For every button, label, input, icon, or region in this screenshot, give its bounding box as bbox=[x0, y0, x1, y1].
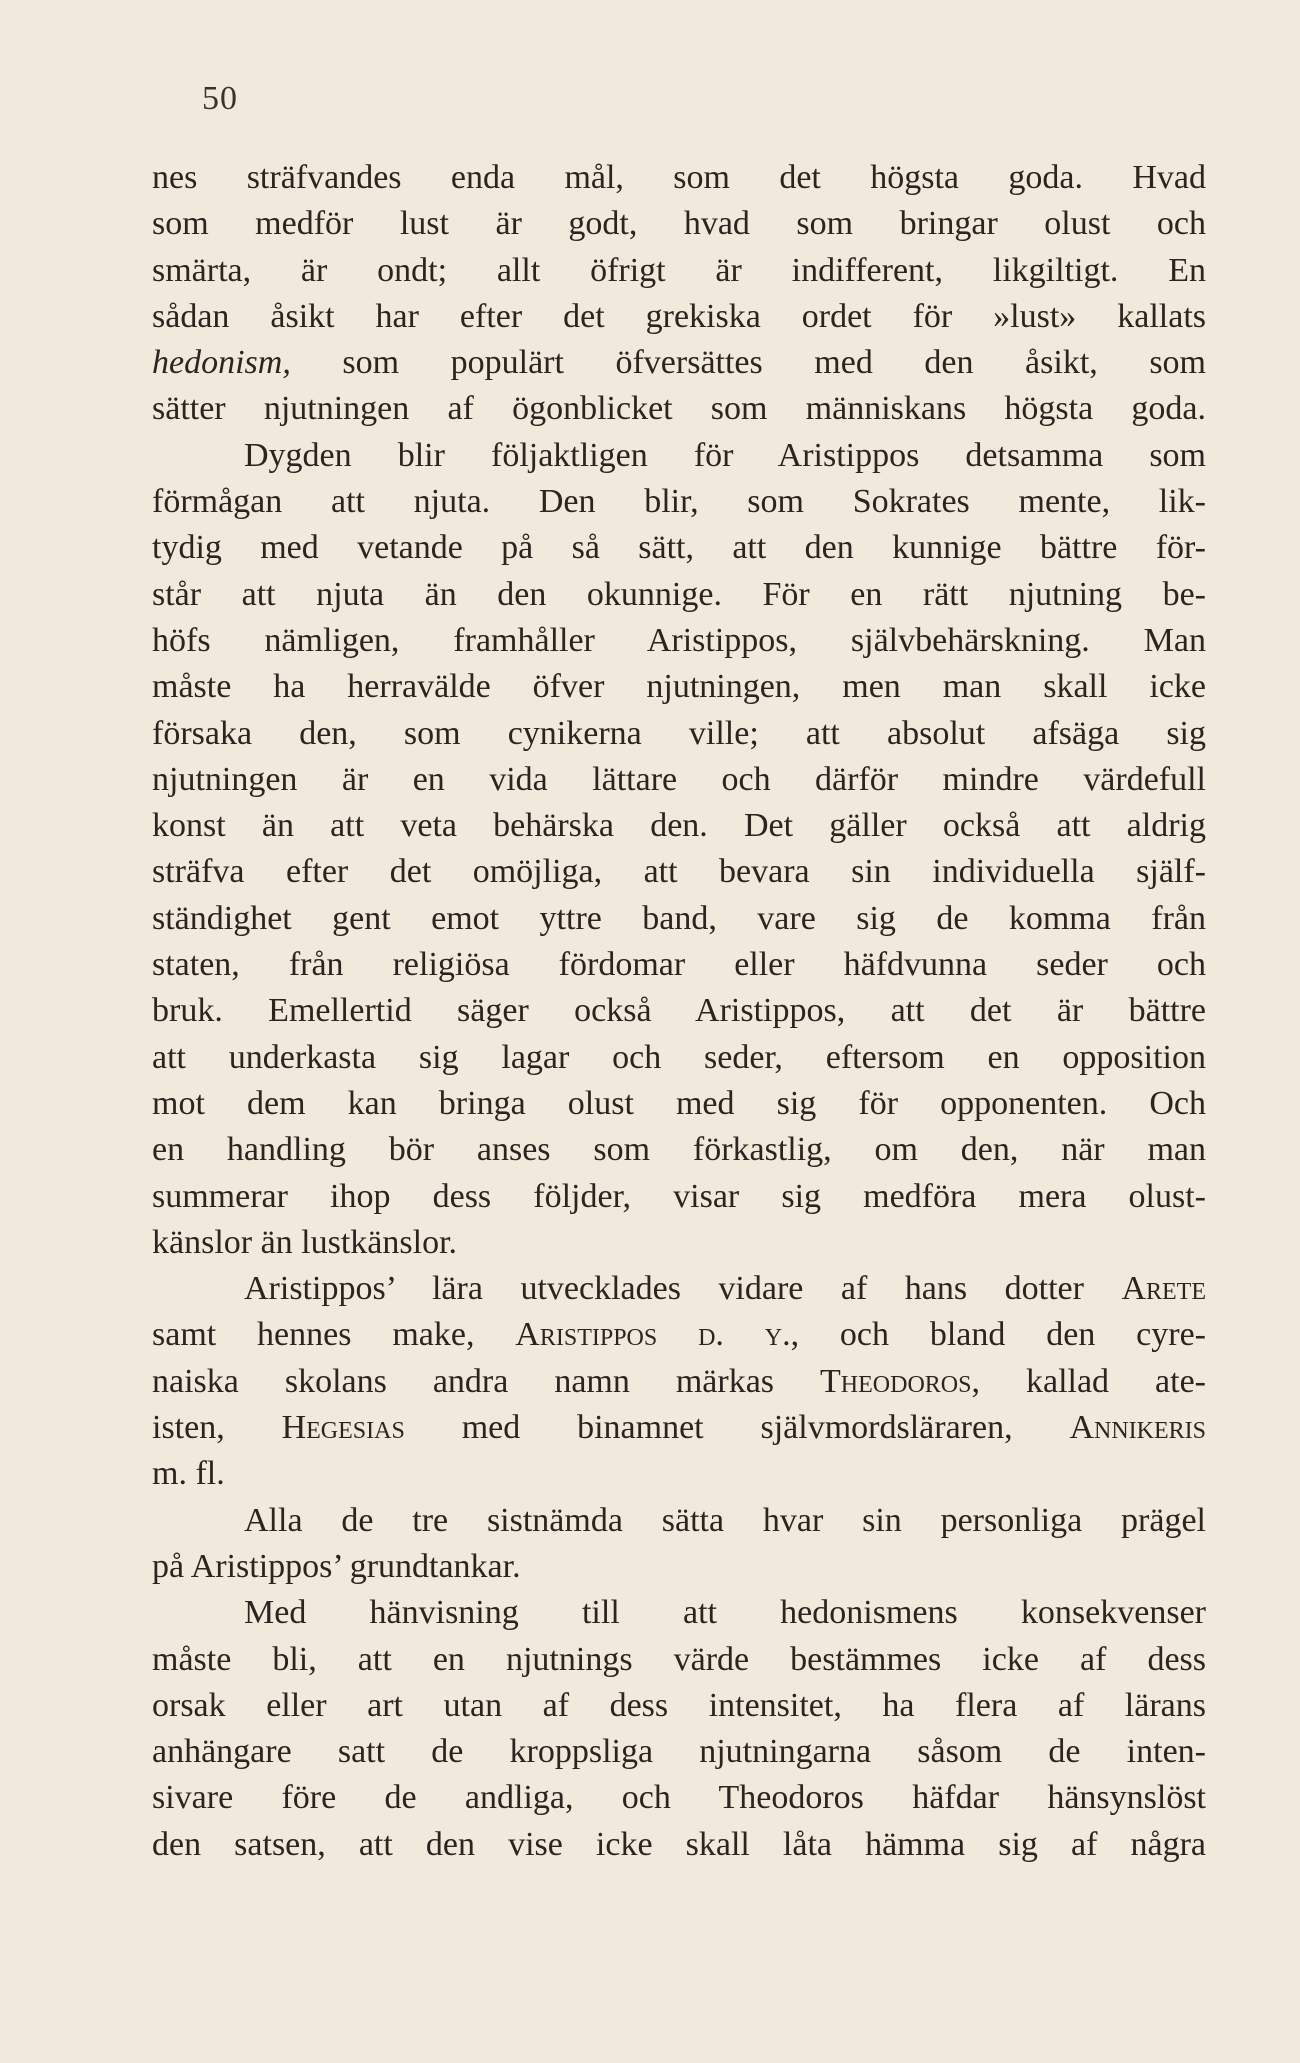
text-run: som populärt öfversättes med den åsikt, som bbox=[290, 344, 1206, 382]
text-run: orsak eller art utan af dess intensitet, ha flera af lärans bbox=[152, 1686, 1206, 1724]
text-run: den satsen, att den vise icke skall låta hämma sig af några bbox=[152, 1825, 1206, 1863]
text-line bbox=[152, 433, 1206, 479]
text-line bbox=[152, 664, 1206, 710]
text-run: ständighet gent emot yttre band, vare sig de komma från bbox=[152, 899, 1206, 937]
text-line bbox=[152, 1637, 1206, 1683]
text-run: bruk. Emellertid säger också Aristippos, att det är bättre bbox=[152, 992, 1206, 1030]
text-line bbox=[152, 896, 1206, 942]
body-text bbox=[152, 155, 1206, 1868]
text-line bbox=[152, 1312, 1206, 1358]
text-run: står att njuta än den okunnige. För en rätt njutning be- bbox=[152, 575, 1206, 613]
text-line bbox=[152, 155, 1206, 201]
text-line bbox=[152, 1266, 1206, 1312]
text-line bbox=[152, 1590, 1206, 1636]
text-run: med binamnet självmordsläraren, bbox=[404, 1409, 1070, 1447]
paragraph bbox=[152, 1266, 1206, 1497]
text-run: , och bland den cyre- bbox=[790, 1316, 1206, 1354]
text-line bbox=[152, 1035, 1206, 1081]
text-run: smärta, är ondt; allt öfrigt är indifferent, likgiltigt. En bbox=[152, 251, 1206, 289]
text-run: höfs nämligen, framhåller Aristippos, självbehärskning. Man bbox=[152, 621, 1206, 659]
text-line bbox=[152, 1822, 1206, 1868]
text-run: som medför lust är godt, hvad som bringar olust och bbox=[152, 205, 1206, 243]
small-caps-name: Arete bbox=[1121, 1270, 1206, 1308]
text-line bbox=[152, 1544, 1206, 1590]
text-run: måste bli, att en njutnings värde bestämmes icke af dess bbox=[152, 1640, 1206, 1678]
paragraph bbox=[152, 155, 1206, 1266]
small-caps-name: Theodoros bbox=[820, 1362, 972, 1400]
small-caps-name: Hegesias bbox=[281, 1409, 405, 1447]
text-run: känslor än lustkänslor. bbox=[152, 1223, 458, 1261]
text-line bbox=[152, 294, 1206, 340]
text-line bbox=[152, 803, 1206, 849]
text-line bbox=[152, 1775, 1206, 1821]
text-line bbox=[152, 572, 1206, 618]
text-run: en handling bör anses som förkastlig, om den, när man bbox=[152, 1131, 1206, 1169]
text-line bbox=[152, 1174, 1206, 1220]
small-caps-name: Annikeris bbox=[1069, 1409, 1207, 1447]
text-run: Alla de tre sistnämda sätta hvar sin personliga prägel bbox=[244, 1501, 1206, 1539]
italic-term: hedonism, bbox=[152, 344, 291, 382]
text-line bbox=[152, 201, 1206, 247]
text-line bbox=[152, 248, 1206, 294]
text-run: att underkasta sig lagar och seder, eftersom en opposition bbox=[152, 1038, 1206, 1076]
text-line bbox=[152, 1081, 1206, 1127]
text-run: summerar ihop dess följder, visar sig medföra mera olust- bbox=[152, 1177, 1206, 1215]
text-run: konst än att veta behärska den. Det gäller också att aldrig bbox=[152, 807, 1206, 845]
text-line bbox=[152, 1498, 1206, 1544]
text-line bbox=[152, 1359, 1206, 1405]
text-line bbox=[152, 479, 1206, 525]
text-line bbox=[152, 1451, 1206, 1497]
text-run: förmågan att njuta. Den blir, som Sokrates mente, lik- bbox=[152, 483, 1206, 521]
text-line bbox=[152, 386, 1206, 432]
text-line bbox=[152, 757, 1206, 803]
text-line bbox=[152, 340, 1206, 386]
text-run: tydig med vetande på så sätt, att den kunnige bättre för- bbox=[152, 529, 1206, 567]
text-line bbox=[152, 849, 1206, 895]
text-run: naiska skolans andra namn märkas bbox=[152, 1362, 821, 1400]
text-line bbox=[152, 988, 1206, 1034]
text-line bbox=[152, 1220, 1206, 1266]
text-run: njutningen är en vida lättare och därför mindre värdefull bbox=[152, 760, 1206, 798]
text-run: isten, bbox=[152, 1409, 282, 1447]
text-run: staten, från religiösa fördomar eller häfdvunna seder och bbox=[152, 946, 1206, 984]
text-run: m. fl. bbox=[152, 1455, 225, 1493]
text-line bbox=[152, 1127, 1206, 1173]
text-run: nes sträfvandes enda mål, som det högsta goda. Hvad bbox=[152, 159, 1206, 196]
text-line bbox=[152, 1405, 1206, 1451]
paragraph bbox=[152, 1498, 1206, 1591]
text-run: mot dem kan bringa olust med sig för opponenten. Och bbox=[152, 1084, 1206, 1122]
text-run: sträfva efter det omöjliga, att bevara sin individuella själf- bbox=[152, 853, 1206, 891]
text-run: försaka den, som cynikerna ville; att absolut afsäga sig bbox=[152, 714, 1206, 752]
text-run: samt hennes make, bbox=[152, 1316, 516, 1354]
text-line bbox=[152, 525, 1206, 571]
text-run: Med hänvisning till att hedonismens konsekvenser bbox=[244, 1594, 1206, 1632]
text-run: Dygden blir följaktligen för Aristippos detsamma som bbox=[244, 436, 1206, 474]
text-line bbox=[152, 618, 1206, 664]
small-caps-name: Aristippos d. y. bbox=[515, 1316, 791, 1354]
text-line bbox=[152, 942, 1206, 988]
text-run: sivare före de andliga, och Theodoros häfdar hänsynslöst bbox=[152, 1779, 1206, 1817]
text-line bbox=[152, 1729, 1206, 1775]
text-line bbox=[152, 1683, 1206, 1729]
page-number: 50 bbox=[202, 80, 238, 117]
text-run: Aristippos’ lära utvecklades vidare af hans dotter bbox=[244, 1270, 1122, 1308]
text-run: , kallad ate- bbox=[971, 1362, 1206, 1400]
text-run: måste ha herravälde öfver njutningen, men man skall icke bbox=[152, 668, 1206, 706]
text-run: på Aristippos’ grundtankar. bbox=[152, 1547, 521, 1585]
text-run: sätter njutningen af ögonblicket som människans högsta goda. bbox=[152, 390, 1206, 428]
text-line bbox=[152, 711, 1206, 757]
text-run: anhängare satt de kroppsliga njutningarna såsom de inten- bbox=[152, 1733, 1206, 1771]
paragraph bbox=[152, 1590, 1206, 1868]
text-run: sådan åsikt har efter det grekiska ordet för »lust» kallats bbox=[152, 297, 1206, 335]
